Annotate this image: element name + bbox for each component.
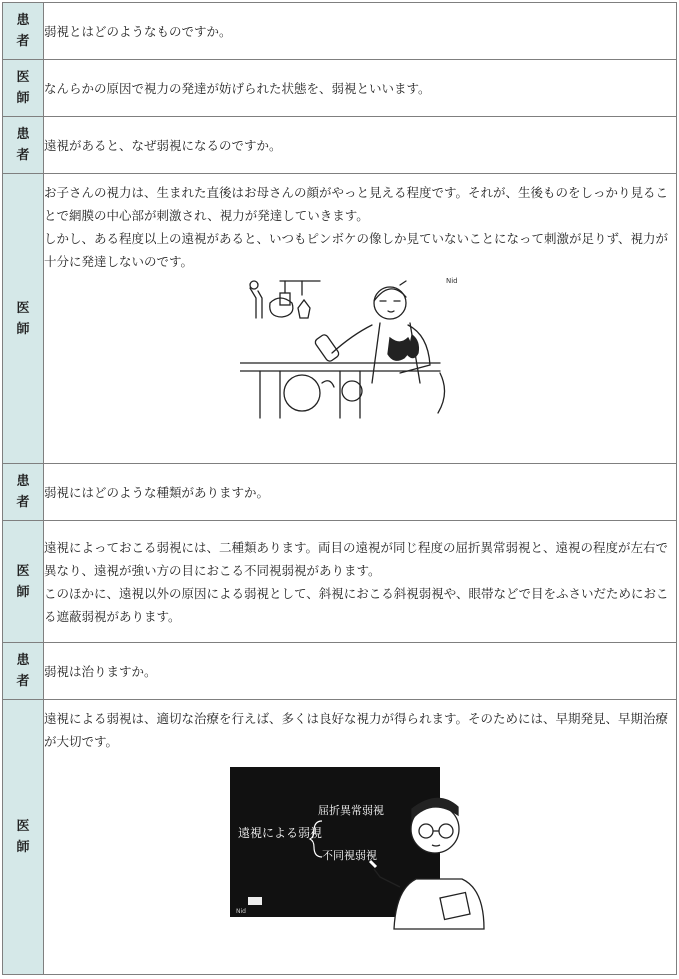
speaker-char: 師 [16, 584, 30, 600]
mother-baby-illustration [240, 273, 480, 423]
speaker-char: 医 [16, 300, 30, 316]
answer-text [44, 174, 677, 464]
paragraph: 遠視があると、なぜ弱視になるのですか。 [44, 137, 282, 153]
qa-row-patient [3, 3, 677, 60]
speaker-char: 患 [16, 474, 30, 489]
paragraph: 弱視にはどのような種類がありますか。 [44, 484, 270, 500]
question-text [44, 3, 677, 60]
question-text [44, 464, 677, 521]
speaker-char: 患 [16, 127, 30, 142]
speaker-char: 医 [16, 563, 30, 579]
speaker-cell-patient [3, 117, 44, 174]
qa-row-doctor [3, 521, 677, 643]
speaker-char: 患 [16, 13, 30, 28]
paragraph: なんらかの原因で視力の発達が妨げられた状態を、弱視といいます。 [44, 80, 431, 96]
speaker-char: 医 [16, 819, 30, 834]
speaker-cell-doctor [3, 60, 44, 117]
speaker-char: 師 [16, 840, 30, 855]
qa-row-doctor [3, 174, 677, 464]
paragraph: お子さんの視力は、生まれた直後はお母さんの顔がやっと見える程度です。それが、生後ものをしっかり見ることで網膜の中心部が刺激され、視力が発達していきます。 [44, 185, 669, 223]
board-branch-1: 屈折異常弱視 [318, 804, 384, 817]
paragraph: しかし、ある程度以上の遠視があると、いつもピンボケの像しか見ていないことになって刺激が足りず、視力が十分に発達しないのです。 [44, 231, 669, 269]
signature: Nid [446, 277, 458, 285]
speaker-cell-doctor [3, 521, 44, 643]
speaker-char: 師 [16, 321, 30, 337]
speaker-char: 者 [16, 148, 30, 163]
qa-row-patient [3, 464, 677, 521]
qa-table [2, 2, 677, 975]
speaker-char: 師 [16, 91, 30, 106]
question-text [44, 117, 677, 174]
speaker-char: 患 [16, 653, 30, 668]
speaker-char: 医 [16, 70, 30, 85]
paragraph: このほかに、遠視以外の原因による弱視として、斜視におこる斜視弱視や、眼帯などで目をふさいだためにおこる遮蔽弱視があります。 [44, 585, 669, 624]
speaker-cell-doctor [3, 700, 44, 975]
qa-row-doctor [3, 700, 677, 975]
paragraph: 弱視とはどのようなものですか。 [44, 23, 232, 39]
paragraph: 遠視による弱視は、適切な治療を行えば、多くは良好な視力が得られます。そのためには、早期発見、早期治療が大切です。 [44, 711, 669, 749]
board-main: 遠視による弱視 [238, 826, 323, 840]
speaker-cell-patient [3, 643, 44, 700]
speaker-cell-patient [3, 3, 44, 60]
speaker-cell-doctor [3, 174, 44, 464]
paragraph: 弱視は治りますか。 [44, 663, 157, 679]
blackboard-illustration [230, 767, 490, 932]
speaker-char: 者 [16, 495, 30, 510]
answer-text [44, 60, 677, 117]
question-text [44, 643, 677, 700]
qa-row-patient [3, 117, 677, 174]
speaker-char: 者 [16, 34, 30, 49]
paragraph: 遠視によっておこる弱視には、二種類あります。両目の遠視が同じ程度の屈折異常弱視と、遠視の程度が左右で異なり、遠視が強い方の目におこる不同視弱視があります。 [44, 539, 669, 578]
qa-row-patient [3, 643, 677, 700]
speaker-cell-patient [3, 464, 44, 521]
qa-row-doctor [3, 60, 677, 117]
answer-text [44, 700, 677, 975]
board-branch-2: 不同視弱視 [322, 849, 377, 862]
signature: Nid [236, 908, 246, 915]
speaker-char: 者 [16, 674, 30, 689]
answer-text [44, 521, 677, 643]
